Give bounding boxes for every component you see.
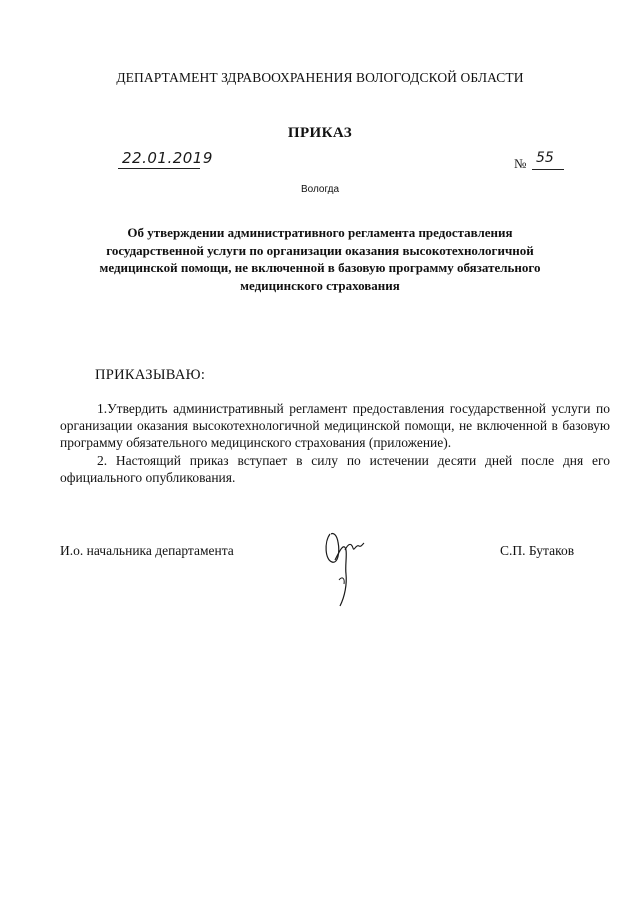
document-type-title: ПРИКАЗ	[287, 125, 353, 141]
subject-line: Об утверждении административного регламента предоставления	[127, 225, 513, 240]
signature-icon	[318, 520, 368, 612]
city-name: Вологда	[300, 184, 340, 195]
order-paragraph-1: 1.Утвердить административный регламент предоставления государственной услуги по организации оказания высокотехнологичной медицинской помощи, не включенной в базовую программу обязательного медицинского страхования (приложение).	[60, 401, 610, 451]
order-subject	[60, 224, 580, 294]
subject-line: государственной услуги по организации оказания высокотехнологичной	[106, 242, 534, 258]
department-name: ДЕПАРТАМЕНТ ЗДРАВООХРАНЕНИЯ ВОЛОГОДСКОЙ ОБЛАСТИ	[116, 70, 524, 85]
handwritten-signature	[318, 520, 368, 612]
signatory-role: И.о. начальника департамента	[60, 543, 234, 558]
signatory-name: С.П. Бутаков	[500, 543, 575, 558]
number-sign: №	[514, 156, 527, 171]
order-body	[60, 400, 610, 486]
order-number: 55	[536, 150, 554, 166]
orders-heading: ПРИКАЗЫВАЮ:	[95, 367, 206, 383]
subject-line: медицинской помощи, не включенной в базовую программу обязательного	[99, 260, 541, 275]
order-date: 22.01.2019	[122, 149, 213, 167]
order-paragraph-2: 2. Настоящий приказ вступает в силу по истечении десяти дней после дня его официального опубликования.	[60, 452, 610, 485]
number-underline	[532, 169, 564, 170]
subject-line: медицинского страхования	[240, 277, 400, 293]
date-underline	[118, 168, 200, 169]
